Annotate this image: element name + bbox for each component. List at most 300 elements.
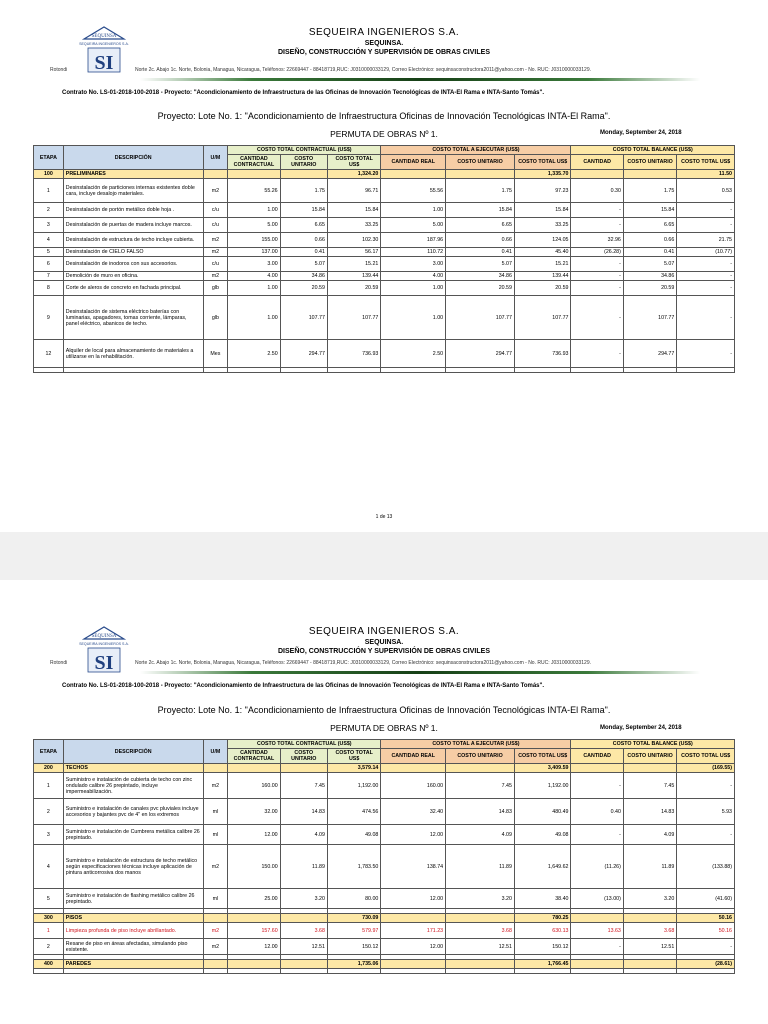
row-number: 12 — [34, 340, 64, 368]
row-unit-cost: 4.09 — [280, 825, 327, 845]
cell — [228, 170, 280, 179]
row-description: Desinstalación de inodoros con sus accesorios. — [63, 257, 203, 272]
cell — [677, 368, 735, 373]
row-unit-cost: 107.77 — [280, 296, 327, 340]
section-total-contract: 730.09 — [327, 914, 380, 923]
row-unit-cost-balance: 7.45 — [623, 773, 676, 799]
table-row — [34, 257, 735, 272]
row-qty-balance: - — [571, 272, 623, 281]
row-total-contract: 102.30 — [327, 233, 380, 248]
row-number: 5 — [34, 889, 64, 909]
section-name: PISOS — [63, 914, 203, 923]
section-total-execute: 780.25 — [514, 914, 571, 923]
row-description: Limpieza profunda de piso incluye abrillantado. — [63, 923, 203, 939]
row-total-balance: 5.93 — [677, 799, 735, 825]
row-total-balance: - — [677, 203, 735, 218]
row-total-contract: 474.56 — [327, 799, 380, 825]
table-row — [34, 799, 735, 825]
table-row — [34, 773, 735, 799]
row-unit: ml — [203, 799, 228, 825]
row-unit-cost: 3.68 — [280, 923, 327, 939]
row-qty-balance: 0.30 — [571, 179, 623, 203]
section-row — [34, 960, 735, 969]
row-total-balance: 0.53 — [677, 179, 735, 203]
col-unit-cost: COSTO UNITARIO — [280, 749, 327, 764]
row-qty-real: 12.00 — [381, 825, 446, 845]
row-qty-balance: 13.63 — [571, 923, 623, 939]
row-qty-balance: - — [571, 939, 623, 955]
row-total-balance: - — [677, 296, 735, 340]
cell — [623, 969, 676, 974]
section-total-balance: (169.55) — [677, 764, 735, 773]
row-total-balance: (10.77) — [677, 248, 735, 257]
section-name: PRELIMINARES — [63, 170, 203, 179]
row-total-balance: - — [677, 257, 735, 272]
cell — [280, 368, 327, 373]
row-unit-cost: 1.75 — [280, 179, 327, 203]
cell — [381, 764, 446, 773]
row-number: 6 — [34, 257, 64, 272]
row-total-contract: 107.77 — [327, 296, 380, 340]
row-unit-cost: 11.89 — [280, 845, 327, 889]
col-unit-cost: COSTO UNITARIO — [280, 155, 327, 170]
cell — [381, 170, 446, 179]
project-title: Proyecto: Lote No. 1: "Acondicionamiento de Infraestructura Oficinas de Innovación Tecnológicas INTA-El Rama". — [157, 705, 611, 715]
row-qty-real: 12.00 — [381, 939, 446, 955]
row-total-execute: 107.77 — [514, 296, 571, 340]
report-date: Monday, September 24, 2018 — [600, 725, 682, 731]
section-total-balance: 11.50 — [677, 170, 735, 179]
row-number: 1 — [34, 773, 64, 799]
address-text: Norte 2c. Abajo 1c. Norte, Bolonia, Managua, Nicaragua, Teléfonos: 22669447 - 88418719,RUC: J0310000033129, Correo Electrónico: sequinsaconstructora2011@yahoo.com - No. RUC: J0310000033129. — [135, 67, 592, 73]
company-tagline: DISEÑO, CONSTRUCCIÓN Y SUPERVISIÓN DE OBRAS CIVILES — [278, 49, 490, 56]
table-row — [34, 923, 735, 939]
row-description: Suministro e instalación de flashing metálico calibre 26 prepintado. — [63, 889, 203, 909]
row-total-contract: 96.71 — [327, 179, 380, 203]
col-qty-real: CANTIDAD REAL — [381, 155, 446, 170]
row-unit-cost-balance: 34.86 — [623, 272, 676, 281]
row-unit-cost-exec: 7.45 — [446, 773, 515, 799]
row-unit: m2 — [203, 272, 228, 281]
row-total-execute: 15.21 — [514, 257, 571, 272]
cell — [203, 969, 228, 974]
table-row — [34, 889, 735, 909]
table-body — [34, 740, 735, 974]
row-qty-balance: 0.40 — [571, 799, 623, 825]
row-unit-cost: 0.41 — [280, 248, 327, 257]
svg-text:SI: SI — [94, 652, 114, 674]
row-unit: c/u — [203, 257, 228, 272]
cell — [280, 960, 327, 969]
row-total-execute: 33.25 — [514, 218, 571, 233]
col-etapa: ETAPA — [34, 146, 64, 170]
row-description: Suministro e instalación de estructura de techo metálico según especificaciones técnicas incluye aplicación de pintura anticorrosiva dos manos — [63, 845, 203, 889]
row-number: 2 — [34, 799, 64, 825]
row-unit: m2 — [203, 179, 228, 203]
section-total-balance: (28.61) — [677, 960, 735, 969]
row-unit-cost-balance: 0.41 — [623, 248, 676, 257]
cell — [446, 960, 515, 969]
cell — [63, 969, 203, 974]
row-qty-real: 55.56 — [381, 179, 446, 203]
col-um: U/M — [203, 740, 228, 764]
col-group-contract: COSTO TOTAL CONTRACTUAL (US$) — [228, 740, 381, 749]
row-total-contract: 150.12 — [327, 939, 380, 955]
row-unit-cost: 12.51 — [280, 939, 327, 955]
page-number: 1 de 13 — [375, 514, 393, 520]
table-row — [34, 281, 735, 296]
row-qty-real: 3.00 — [381, 257, 446, 272]
row-unit-cost-balance: 11.89 — [623, 845, 676, 889]
row-unit-cost-exec: 34.86 — [446, 272, 515, 281]
section-total-contract: 3,579.14 — [327, 764, 380, 773]
cell — [228, 764, 280, 773]
contract-line: Contrato No. LS-01-2018-100-2018 - Proyecto: "Acondicionamiento de Infraestructura de las Oficinas de Innovación Tecnológicas de INTA-El Rama e INTA-Santo Tomás". — [62, 683, 545, 689]
section-total-execute: 3,409.59 — [514, 764, 571, 773]
row-number: 3 — [34, 825, 64, 845]
row-qty-real: 1.00 — [381, 281, 446, 296]
row-number: 8 — [34, 281, 64, 296]
row-unit: m2 — [203, 233, 228, 248]
cell — [203, 914, 228, 923]
row-number: 4 — [34, 845, 64, 889]
table-row — [34, 248, 735, 257]
col-group-balance: COSTO TOTAL BALANCE (US$) — [571, 146, 735, 155]
row-qty-real: 5.00 — [381, 218, 446, 233]
row-qty-balance: - — [571, 218, 623, 233]
col-total-cost-bal: COSTO TOTAL US$ — [677, 155, 735, 170]
row-qty-contract: 157.60 — [228, 923, 280, 939]
row-unit-cost-balance: 5.07 — [623, 257, 676, 272]
cell — [381, 960, 446, 969]
row-total-contract: 736.93 — [327, 340, 380, 368]
row-qty-real: 12.00 — [381, 889, 446, 909]
section-total-execute: 1,766.45 — [514, 960, 571, 969]
page-2 — [0, 580, 768, 1024]
row-unit-cost-balance: 1.75 — [623, 179, 676, 203]
col-unit-cost-bal: COSTO UNITARIO — [623, 749, 676, 764]
row-unit-cost: 294.77 — [280, 340, 327, 368]
svg-text:SEQUEIRA INGENIEROS S.A.: SEQUEIRA INGENIEROS S.A. — [79, 42, 129, 46]
cell — [228, 368, 280, 373]
row-unit: ml — [203, 889, 228, 909]
row-qty-balance: - — [571, 773, 623, 799]
section-row — [34, 170, 735, 179]
row-qty-contract: 150.00 — [228, 845, 280, 889]
col-qty-contract: CANTIDAD CONTRACTUAL — [228, 749, 280, 764]
row-total-execute: 49.08 — [514, 825, 571, 845]
cell — [571, 960, 623, 969]
row-total-balance: 21.75 — [677, 233, 735, 248]
row-total-balance: - — [677, 272, 735, 281]
row-description: Desinstalación de CIELO FALSO — [63, 248, 203, 257]
row-unit-cost-exec: 6.65 — [446, 218, 515, 233]
row-description: Desinstalación de particiones internas existentes doble cara, incluye desalojo materiales. — [63, 179, 203, 203]
company-name: SEQUEIRA INGENIEROS S.A. — [308, 27, 460, 38]
row-qty-contract: 32.00 — [228, 799, 280, 825]
cell — [327, 969, 380, 974]
row-number: 3 — [34, 218, 64, 233]
row-qty-contract: 55.26 — [228, 179, 280, 203]
row-total-execute: 480.49 — [514, 799, 571, 825]
col-etapa: ETAPA — [34, 740, 64, 764]
row-total-execute: 736.93 — [514, 340, 571, 368]
col-qty-bal: CANTIDAD — [571, 749, 623, 764]
row-unit: m2 — [203, 845, 228, 889]
cell — [446, 368, 515, 373]
row-qty-balance: (26.28) — [571, 248, 623, 257]
col-group-balance: COSTO TOTAL BALANCE (US$) — [571, 740, 735, 749]
row-total-balance: - — [677, 773, 735, 799]
address-prefix: Rotondi — [50, 660, 68, 666]
cell — [623, 170, 676, 179]
row-qty-contract: 4.00 — [228, 272, 280, 281]
cell — [228, 960, 280, 969]
row-total-balance: - — [677, 281, 735, 296]
row-qty-contract: 1.00 — [228, 281, 280, 296]
row-qty-real: 4.00 — [381, 272, 446, 281]
cell — [381, 914, 446, 923]
row-unit: m2 — [203, 248, 228, 257]
row-unit-cost-exec: 5.07 — [446, 257, 515, 272]
row-unit-cost-exec: 107.77 — [446, 296, 515, 340]
row-total-balance: - — [677, 218, 735, 233]
row-unit-cost-balance: 20.59 — [623, 281, 676, 296]
row-description: Desinstalación de estructura de techo incluye cubierta. — [63, 233, 203, 248]
row-total-execute: 150.12 — [514, 939, 571, 955]
col-unit-cost-exec: COSTO UNITARIO — [446, 749, 515, 764]
row-qty-balance: - — [571, 825, 623, 845]
company-short-name: SEQUINSA. — [364, 40, 404, 47]
row-description: Demolición de muro en oficina. — [63, 272, 203, 281]
cell — [623, 764, 676, 773]
row-total-contract: 49.08 — [327, 825, 380, 845]
company-name: SEQUEIRA INGENIEROS S.A. — [308, 626, 460, 637]
table-row — [34, 179, 735, 203]
section-total-contract: 1,324.20 — [327, 170, 380, 179]
row-total-execute: 38.40 — [514, 889, 571, 909]
row-qty-real: 138.74 — [381, 845, 446, 889]
cost-table-page-1 — [33, 145, 735, 373]
row-total-contract: 56.17 — [327, 248, 380, 257]
col-unit-cost-bal: COSTO UNITARIO — [623, 155, 676, 170]
contract-line: Contrato No. LS-01-2018-100-2018 - Proyecto: "Acondicionamiento de Infraestructura de las Oficinas de Innovación Tecnológicas de INTA-El Rama e INTA-Santo Tomás". — [62, 90, 545, 96]
cell — [446, 764, 515, 773]
cell — [228, 969, 280, 974]
row-qty-balance: 32.96 — [571, 233, 623, 248]
section-name: PAREDES — [63, 960, 203, 969]
row-qty-contract: 12.00 — [228, 825, 280, 845]
row-qty-balance: - — [571, 281, 623, 296]
row-total-balance: 50.16 — [677, 923, 735, 939]
row-total-execute: 97.23 — [514, 179, 571, 203]
row-number: 4 — [34, 233, 64, 248]
cell — [571, 969, 623, 974]
row-unit-cost-exec: 0.66 — [446, 233, 515, 248]
row-unit-cost-balance: 3.20 — [623, 889, 676, 909]
svg-text:SEQUEIRA INGENIEROS S.A.: SEQUEIRA INGENIEROS S.A. — [79, 642, 129, 646]
row-qty-contract: 160.00 — [228, 773, 280, 799]
permuta-title: PERMUTA DE OBRAS Nº 1. — [330, 723, 438, 733]
row-qty-contract: 12.00 — [228, 939, 280, 955]
row-qty-real: 1.00 — [381, 296, 446, 340]
row-number: 1 — [34, 923, 64, 939]
row-total-balance: - — [677, 825, 735, 845]
row-total-contract: 15.21 — [327, 257, 380, 272]
row-total-execute: 124.05 — [514, 233, 571, 248]
cell — [381, 969, 446, 974]
cell — [514, 368, 571, 373]
row-unit-cost-exec: 12.51 — [446, 939, 515, 955]
col-unit-cost-exec: COSTO UNITARIO — [446, 155, 515, 170]
cell — [34, 368, 64, 373]
cell — [571, 170, 623, 179]
row-unit: ml — [203, 825, 228, 845]
cell — [623, 914, 676, 923]
row-number: 9 — [34, 296, 64, 340]
row-qty-balance: (13.00) — [571, 889, 623, 909]
row-qty-real: 32.40 — [381, 799, 446, 825]
section-code: 100 — [34, 170, 64, 179]
section-total-contract: 1,735.06 — [327, 960, 380, 969]
row-unit-cost: 5.07 — [280, 257, 327, 272]
cell — [280, 764, 327, 773]
row-unit-cost-balance: 14.83 — [623, 799, 676, 825]
row-qty-contract: 5.00 — [228, 218, 280, 233]
cell — [34, 969, 64, 974]
row-description: Resane de piso en áreas afectadas, simulando piso existente. — [63, 939, 203, 955]
row-total-execute: 15.84 — [514, 203, 571, 218]
col-descripcion: DESCRIPCIÓN — [63, 740, 203, 764]
col-total-cost-exec: COSTO TOTAL US$ — [514, 155, 571, 170]
spacer-row — [34, 969, 735, 974]
col-total-cost: COSTO TOTAL US$ — [327, 155, 380, 170]
cell — [203, 368, 228, 373]
row-number: 1 — [34, 179, 64, 203]
row-qty-balance: - — [571, 340, 623, 368]
cost-table-page-2 — [33, 739, 735, 974]
cell — [203, 764, 228, 773]
table-row — [34, 340, 735, 368]
cell — [280, 969, 327, 974]
row-unit-cost: 14.83 — [280, 799, 327, 825]
page-gap — [0, 532, 768, 580]
section-code: 300 — [34, 914, 64, 923]
row-unit-cost-balance: 0.66 — [623, 233, 676, 248]
table-row — [34, 203, 735, 218]
col-descripcion: DESCRIPCIÓN — [63, 146, 203, 170]
row-unit-cost-exec: 4.09 — [446, 825, 515, 845]
cell — [623, 368, 676, 373]
row-qty-real: 187.96 — [381, 233, 446, 248]
row-total-execute: 139.44 — [514, 272, 571, 281]
row-unit-cost-balance: 6.65 — [623, 218, 676, 233]
col-total-cost: COSTO TOTAL US$ — [327, 749, 380, 764]
row-total-contract: 1,192.00 — [327, 773, 380, 799]
row-qty-contract: 2.50 — [228, 340, 280, 368]
row-unit-cost-balance: 3.68 — [623, 923, 676, 939]
row-unit-cost-balance: 107.77 — [623, 296, 676, 340]
row-qty-real: 171.23 — [381, 923, 446, 939]
cell — [381, 368, 446, 373]
header-band — [140, 671, 700, 674]
row-unit: glb — [203, 296, 228, 340]
row-unit-cost-exec: 3.68 — [446, 923, 515, 939]
row-unit-cost: 7.45 — [280, 773, 327, 799]
row-unit-cost-exec: 14.83 — [446, 799, 515, 825]
row-qty-real: 1.00 — [381, 203, 446, 218]
spacer-row — [34, 368, 735, 373]
col-group-execute: COSTO TOTAL A EJECUTAR (US$) — [381, 146, 571, 155]
col-group-contract: COSTO TOTAL CONTRACTUAL (US$) — [228, 146, 381, 155]
cell — [446, 969, 515, 974]
table-row — [34, 825, 735, 845]
section-row — [34, 914, 735, 923]
row-total-balance: (133.88) — [677, 845, 735, 889]
row-qty-contract: 1.00 — [228, 203, 280, 218]
row-unit-cost: 0.66 — [280, 233, 327, 248]
row-unit-cost-exec: 0.41 — [446, 248, 515, 257]
cell — [203, 960, 228, 969]
section-code: 200 — [34, 764, 64, 773]
company-short-name: SEQUINSA. — [364, 639, 404, 646]
company-tagline: DISEÑO, CONSTRUCCIÓN Y SUPERVISIÓN DE OBRAS CIVILES — [278, 648, 490, 655]
row-unit-cost-balance: 4.09 — [623, 825, 676, 845]
row-description: Alquiler de local para almacenamiento de materiales a utilizarse en la rehabilitación. — [63, 340, 203, 368]
row-number: 2 — [34, 203, 64, 218]
row-total-balance: (41.60) — [677, 889, 735, 909]
project-title: Proyecto: Lote No. 1: "Acondicionamiento de Infraestructura Oficinas de Innovación Tecnológicas INTA-El Rama". — [157, 111, 611, 121]
row-unit: c/u — [203, 203, 228, 218]
row-description: Suministro e instalación de canales pvc pluviales incluye accesorios y bajantes pvc de 4" en los extremos — [63, 799, 203, 825]
row-description: Corte de aleros de concreto en fachada principal. — [63, 281, 203, 296]
row-unit-cost-exec: 1.75 — [446, 179, 515, 203]
cell — [623, 960, 676, 969]
row-unit: glb — [203, 281, 228, 296]
section-total-execute: 1,335.70 — [514, 170, 571, 179]
row-qty-real: 160.00 — [381, 773, 446, 799]
col-qty-contract: CANTIDAD CONTRACTUAL — [228, 155, 280, 170]
table-row — [34, 272, 735, 281]
row-total-balance: - — [677, 340, 735, 368]
table-body — [34, 146, 735, 373]
cell — [228, 914, 280, 923]
col-total-cost-exec: COSTO TOTAL US$ — [514, 749, 571, 764]
svg-text:SI: SI — [94, 52, 114, 74]
permuta-title: PERMUTA DE OBRAS Nº 1. — [330, 129, 438, 139]
section-code: 400 — [34, 960, 64, 969]
row-qty-balance: - — [571, 296, 623, 340]
row-unit-cost: 6.65 — [280, 218, 327, 233]
cell — [514, 969, 571, 974]
cell — [446, 170, 515, 179]
section-total-balance: 50.16 — [677, 914, 735, 923]
row-description: Suministro e instalación de cubierta de techo con zinc ondulado calibre 26 prepintado, incluye impermeabilización. — [63, 773, 203, 799]
row-qty-contract: 1.00 — [228, 296, 280, 340]
row-unit-cost: 15.84 — [280, 203, 327, 218]
section-name: TECHOS — [63, 764, 203, 773]
row-unit-cost-exec: 11.89 — [446, 845, 515, 889]
row-unit-cost-balance: 15.84 — [623, 203, 676, 218]
section-row — [34, 764, 735, 773]
row-unit: m2 — [203, 939, 228, 955]
cell — [677, 969, 735, 974]
row-total-execute: 20.59 — [514, 281, 571, 296]
header-band — [140, 78, 700, 81]
col-qty-real: CANTIDAD REAL — [381, 749, 446, 764]
row-total-contract: 15.84 — [327, 203, 380, 218]
row-qty-contract: 137.00 — [228, 248, 280, 257]
